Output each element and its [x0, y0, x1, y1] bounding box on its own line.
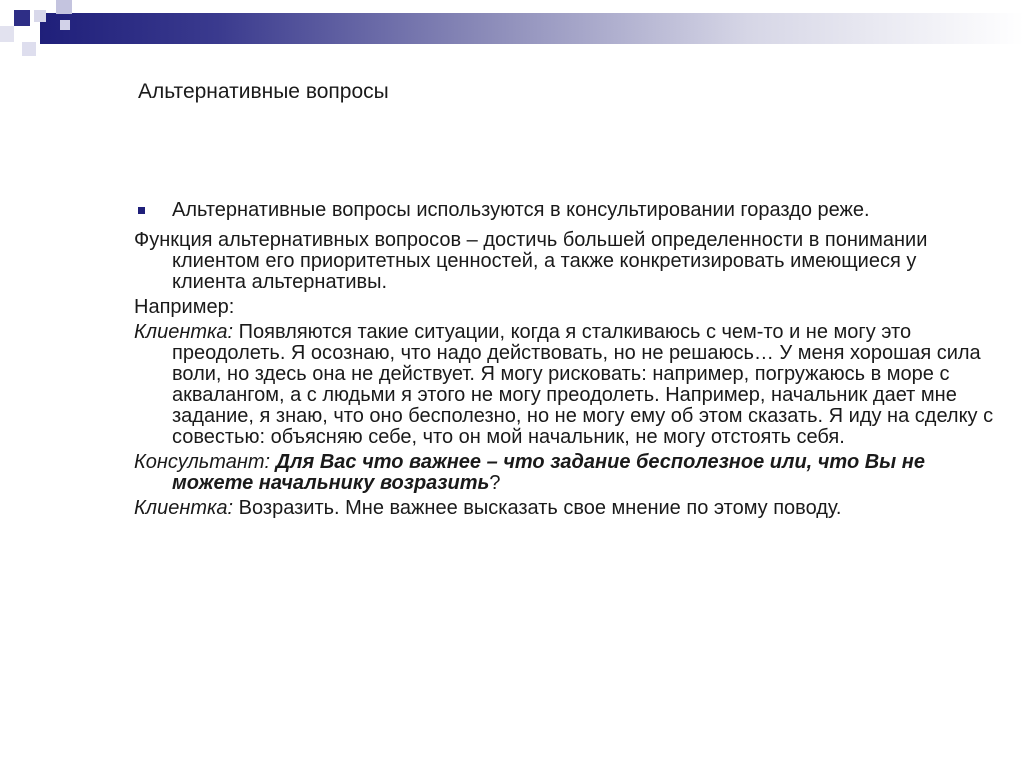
bullet-text: Альтернативные вопросы используются в консультировании гораздо реже. — [172, 199, 870, 221]
header-decoration-bar — [40, 13, 1024, 44]
decoration-square — [22, 42, 36, 56]
square-bullet-icon — [138, 207, 145, 214]
decoration-square — [14, 10, 30, 26]
client-speaker-label: Клиентка: — [134, 497, 234, 519]
client-paragraph-1 — [134, 322, 994, 448]
decoration-square — [56, 0, 72, 14]
example-paragraph — [134, 297, 994, 318]
consultant-speaker-label: Консультант: — [134, 451, 271, 473]
function-text: Функция альтернативных вопросов – достичь большей определенности в понимании клиентом его приоритетных ценностей, а также конкретизировать имеющиеся у клиента альтернативы. — [134, 229, 928, 293]
decoration-square — [0, 26, 14, 42]
consultant-paragraph — [134, 452, 994, 494]
decoration-square — [34, 10, 46, 22]
client-speaker-label: Клиентка: — [134, 321, 234, 343]
slide-title: Альтернативные вопросы — [138, 80, 389, 103]
client-answer: Возразить. Мне важнее высказать свое мнение по этому поводу. — [233, 497, 842, 519]
decoration-square — [60, 20, 70, 30]
question-mark: ? — [489, 472, 501, 494]
client-statement: Появляются такие ситуации, когда я сталкиваюсь с чем-то и не могу это преодолеть. Я осознаю, что надо действовать, но не решаюсь… У меня хорошая сила воли, но здесь она не действует. Я могу рисковать: например, погружаюсь в море с аквалангом, а с людьми я этого не могу преодолеть. Например, начальник дает мне задание, я знаю, что оно бесполезно, но не могу ему об этом сказать. Я иду на сделку с совестью: объясняю себе, что он мой начальник, не могу отстоять себя. — [172, 321, 994, 448]
consultant-question: Для Вас что важнее – что задание бесполезное или, что Вы не можете начальнику возразить — [172, 451, 926, 494]
example-label: Например: — [134, 296, 235, 318]
function-paragraph — [134, 230, 994, 293]
slide-content — [134, 200, 994, 523]
bullet-item — [134, 200, 994, 221]
client-paragraph-2 — [134, 498, 994, 519]
